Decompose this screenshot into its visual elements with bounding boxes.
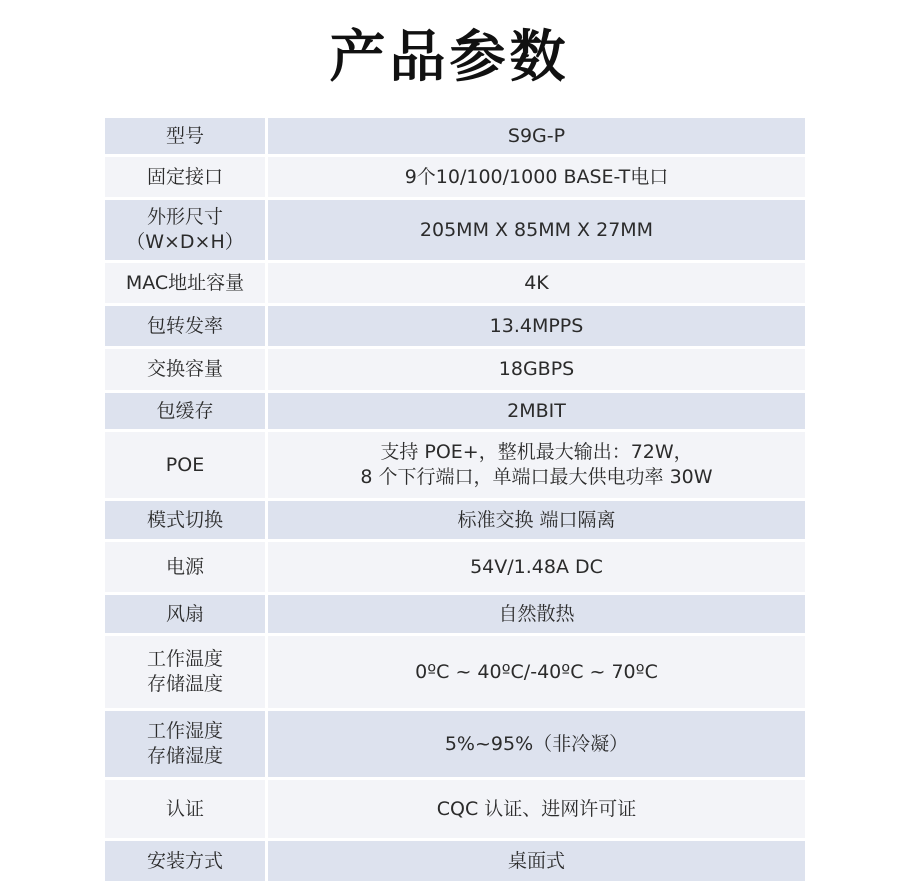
row-value: 5%~95%（非冷凝）: [268, 711, 805, 777]
table-row: [105, 200, 805, 260]
row-value: 54V/1.48A DC: [268, 542, 805, 592]
row-label: 固定接口: [105, 157, 268, 197]
row-value: 9个10/100/1000 BASE-T电口: [268, 157, 805, 197]
row-label: 包缓存: [105, 393, 268, 429]
row-label: 电源: [105, 542, 268, 592]
row-value: 标准交换 端口隔离: [268, 501, 805, 539]
page-title: 产品参数: [329, 25, 570, 90]
table-row: [105, 711, 805, 777]
row-value: 4K: [268, 263, 805, 303]
table-row: [105, 595, 805, 633]
table-row: [105, 393, 805, 429]
row-label: 模式切换: [105, 501, 268, 539]
row-value: 桌面式: [268, 841, 805, 881]
row-value: 2MBIT: [268, 393, 805, 429]
table-row: [105, 118, 805, 154]
row-value: CQC 认证、进网许可证: [268, 780, 805, 838]
table-row: [105, 542, 805, 592]
row-label: 型号: [105, 118, 268, 154]
row-label: POE: [105, 432, 268, 498]
row-value: 支持 POE+，整机最大输出：72W， 8 个下行端口，单端口最大供电功率 30W: [268, 432, 805, 498]
row-value: S9G-P: [268, 118, 805, 154]
row-value: 205MM X 85MM X 27MM: [268, 200, 805, 260]
row-label: 风扇: [105, 595, 268, 633]
row-value: 18GBPS: [268, 349, 805, 390]
row-label: 工作湿度 存储湿度: [105, 711, 268, 777]
table-row: [105, 263, 805, 303]
row-value: 0ºC ~ 40ºC/-40ºC ~ 70ºC: [268, 636, 805, 708]
table-row: [105, 780, 805, 838]
row-value: 13.4MPPS: [268, 306, 805, 346]
table-row: [105, 306, 805, 346]
table-row: [105, 841, 805, 881]
row-label: 交换容量: [105, 349, 268, 390]
row-label: 认证: [105, 780, 268, 838]
table-row: [105, 432, 805, 498]
spec-table: [105, 115, 805, 884]
table-row: [105, 157, 805, 197]
row-label: 外形尺寸 （W×D×H）: [105, 200, 268, 260]
row-label: 工作温度 存储温度: [105, 636, 268, 708]
table-row: [105, 501, 805, 539]
row-label: 安装方式: [105, 841, 268, 881]
row-value: 自然散热: [268, 595, 805, 633]
table-row: [105, 349, 805, 390]
row-label: MAC地址容量: [105, 263, 268, 303]
table-row: [105, 636, 805, 708]
row-label: 包转发率: [105, 306, 268, 346]
